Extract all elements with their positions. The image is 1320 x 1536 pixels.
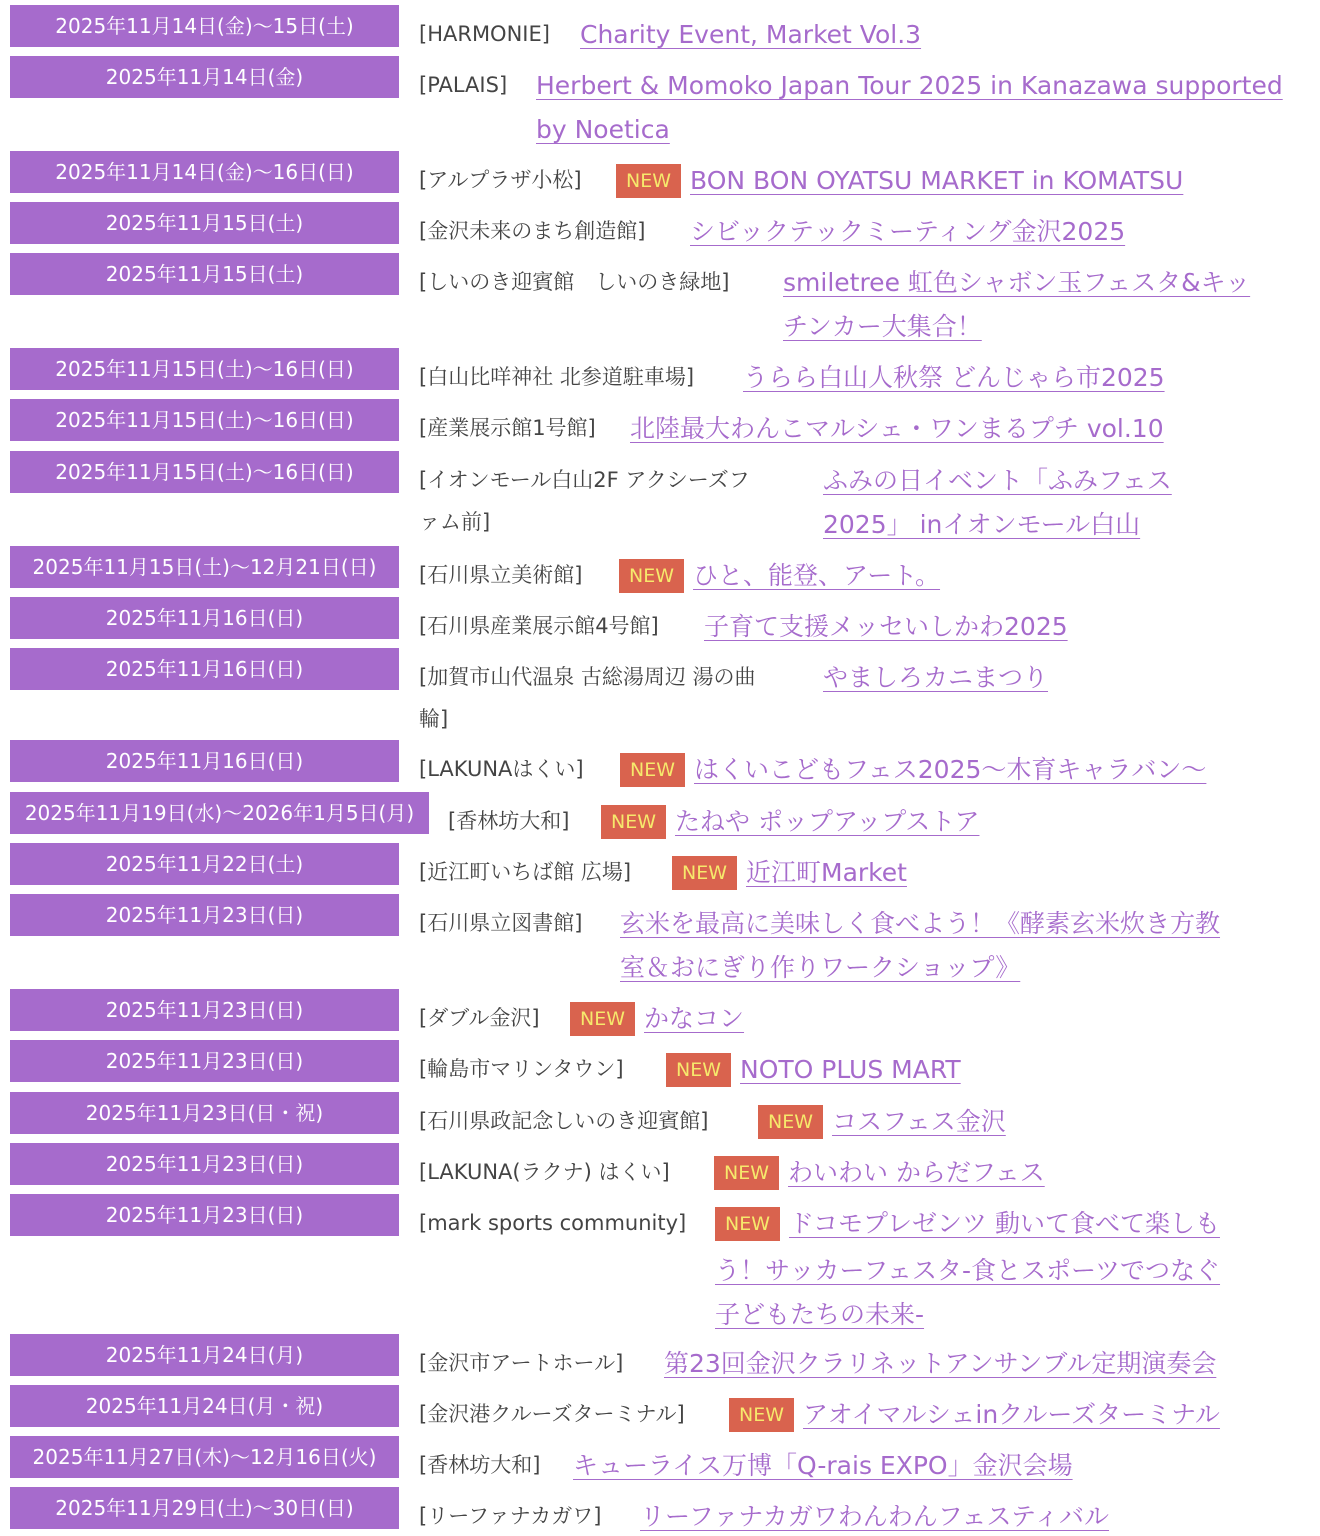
- event-date: 2025年11月23日(日): [10, 1194, 399, 1236]
- event-date: 2025年11月15日(土): [10, 253, 399, 295]
- event-venue: [石川県立美術館]: [419, 563, 583, 587]
- event-venue: [しいのき迎賓館 しいのき緑地]: [419, 270, 730, 294]
- event-title-link[interactable]: はくいこどもフェス2025〜木育キャラバン〜: [694, 755, 1207, 784]
- event-title-link[interactable]: やましろカニまつり: [823, 663, 1049, 692]
- event-title-wrap: [666, 1048, 961, 1095]
- new-badge: NEW: [666, 1053, 731, 1087]
- event-title-wrap: [783, 261, 1250, 349]
- event-date: 2025年11月23日(日): [10, 1143, 399, 1185]
- event-title-wrap: [620, 748, 1206, 795]
- new-badge: NEW: [620, 753, 685, 787]
- event-title-wrap: [743, 356, 1165, 403]
- event-venue: [石川県政記念しいのき迎賓館]: [419, 1109, 709, 1133]
- event-title-wrap: [729, 1393, 1220, 1440]
- new-badge: NEW: [616, 164, 681, 198]
- event-date: 2025年11月23日(日): [10, 989, 399, 1031]
- event-title-link[interactable]: ふみの日イベント「ふみフェス: [823, 466, 1172, 495]
- event-venue: [香林坊大和]: [448, 809, 570, 833]
- new-badge: NEW: [715, 1207, 780, 1241]
- event-title-link[interactable]: かなコン: [644, 1004, 745, 1033]
- event-venue: [金沢市アートホール]: [419, 1351, 624, 1375]
- event-title-link-cont[interactable]: by Noetica: [536, 115, 670, 144]
- event-date: 2025年11月24日(月・祝): [10, 1385, 399, 1427]
- event-date: 2025年11月24日(月): [10, 1334, 399, 1376]
- event-title-link[interactable]: 近江町Market: [746, 858, 907, 887]
- event-title-link[interactable]: シビックテックミーティング金沢2025: [690, 217, 1126, 246]
- event-date: 2025年11月14日(金)〜16日(日): [10, 151, 399, 193]
- event-title-wrap: [672, 851, 907, 898]
- event-venue: [金沢港クルーズターミナル]: [419, 1402, 685, 1426]
- event-title-link[interactable]: 玄米を最高に美味しく食べよう！《酵素玄米炊き方教: [620, 909, 1221, 938]
- event-title-link[interactable]: うらら白山人秋祭 どんじゃら市2025: [743, 363, 1165, 392]
- event-venue: [近江町いちば館 広場]: [419, 860, 632, 884]
- event-date: 2025年11月19日(水)〜2026年1月5日(月): [10, 792, 429, 834]
- event-title-wrap: [664, 1342, 1216, 1389]
- event-venue: [LAKUNA(ラクナ) はくい]: [419, 1160, 670, 1184]
- event-title-wrap: [715, 1202, 1220, 1337]
- event-venue: [石川県立図書館]: [419, 911, 583, 935]
- event-date: 2025年11月14日(金): [10, 56, 399, 98]
- event-title-link-cont[interactable]: う！サッカーフェスタ-食とスポーツでつなぐ: [715, 1256, 1221, 1285]
- event-title-link[interactable]: NOTO PLUS MART: [740, 1055, 961, 1084]
- event-venue: [HARMONIE]: [419, 22, 550, 46]
- event-venue-line: [イオンモール白山2F アクシーズフ: [419, 468, 750, 492]
- event-title-wrap: [601, 800, 979, 847]
- event-title-wrap: [536, 64, 1283, 152]
- event-title-link[interactable]: ひと、能登、アート。: [693, 561, 941, 590]
- event-date: 2025年11月27日(木)〜12月16日(火): [10, 1436, 399, 1478]
- event-title-link[interactable]: 北陸最大わんこマルシェ・ワンまるプチ vol.10: [630, 414, 1164, 443]
- event-venue: [金沢未来のまち創造館]: [419, 219, 646, 243]
- event-date: 2025年11月15日(土): [10, 202, 399, 244]
- event-date: 2025年11月16日(日): [10, 597, 399, 639]
- event-title-wrap: [704, 605, 1068, 652]
- event-venue: [mark sports community]: [419, 1211, 687, 1235]
- event-venue: [リーファナカガワ]: [419, 1504, 602, 1528]
- event-date: 2025年11月15日(土)〜16日(日): [10, 399, 399, 441]
- event-date: 2025年11月15日(土)〜12月21日(日): [10, 546, 399, 588]
- event-title-wrap: [573, 1444, 1073, 1491]
- event-date: 2025年11月23日(日): [10, 1040, 399, 1082]
- event-title-link[interactable]: たねや ポップアップストア: [675, 807, 980, 836]
- event-venue: [419, 459, 750, 543]
- event-title-wrap: [570, 997, 744, 1044]
- event-date: 2025年11月15日(土)〜16日(日): [10, 348, 399, 390]
- event-venue: [PALAIS]: [419, 73, 508, 97]
- event-venue: [産業展示館1号館]: [419, 416, 596, 440]
- event-title-link[interactable]: リーファナカガワわんわんフェスティバル: [640, 1502, 1110, 1531]
- event-venue: [LAKUNAはくい]: [419, 757, 584, 781]
- event-title-wrap: [640, 1495, 1109, 1536]
- event-title-link[interactable]: コスフェス金沢: [832, 1107, 1006, 1136]
- event-title-wrap: [619, 554, 940, 601]
- new-badge: NEW: [758, 1105, 823, 1139]
- event-title-link[interactable]: Herbert & Momoko Japan Tour 2025 in Kanazawa supported: [536, 71, 1283, 100]
- event-venue: [香林坊大和]: [419, 1453, 541, 1477]
- event-title-wrap: [758, 1100, 1006, 1147]
- event-title-link[interactable]: わいわい からだフェス: [788, 1158, 1045, 1187]
- event-date: 2025年11月29日(土)〜30日(日): [10, 1487, 399, 1529]
- new-badge: NEW: [570, 1002, 635, 1036]
- event-title-wrap: [714, 1151, 1045, 1198]
- event-title-link[interactable]: Charity Event, Market Vol.3: [580, 20, 922, 49]
- event-date: 2025年11月22日(土): [10, 843, 399, 885]
- event-date: 2025年11月16日(日): [10, 740, 399, 782]
- new-badge: NEW: [714, 1156, 779, 1190]
- event-title-link[interactable]: smiletree 虹色シャボン玉フェスタ&キッ: [783, 268, 1251, 297]
- event-date: 2025年11月15日(土)〜16日(日): [10, 451, 399, 493]
- new-badge: NEW: [729, 1398, 794, 1432]
- event-title-link[interactable]: 第23回金沢クラリネットアンサンブル定期演奏会: [664, 1349, 1217, 1378]
- event-venue: [アルプラザ小松]: [419, 168, 582, 192]
- new-badge: NEW: [601, 805, 666, 839]
- event-title-wrap: [630, 407, 1164, 454]
- event-title-link-cont[interactable]: チンカー大集合！: [783, 312, 982, 341]
- event-title-wrap: [690, 210, 1125, 257]
- event-venue: [輪島市マリンタウン]: [419, 1057, 624, 1081]
- event-venue: [419, 656, 756, 740]
- event-title-link-cont[interactable]: 子どもたちの未来-: [715, 1300, 925, 1329]
- event-date: 2025年11月16日(日): [10, 648, 399, 690]
- new-badge: NEW: [619, 559, 684, 593]
- event-title-link[interactable]: アオイマルシェinクルーズターミナル: [803, 1400, 1220, 1429]
- event-venue-line: [加賀市山代温泉 古総湯周辺 湯の曲: [419, 665, 756, 689]
- event-title-link[interactable]: キューライス万博「Q-rais EXPO」金沢会場: [573, 1451, 1073, 1480]
- event-venue: [石川県産業展示館4号館]: [419, 614, 659, 638]
- event-title-line: [715, 1202, 1220, 1249]
- event-venue: [白山比咩神社 北参道駐車場]: [419, 365, 695, 389]
- event-title-wrap: [823, 459, 1172, 547]
- event-venue: [ダブル金沢]: [419, 1006, 540, 1030]
- event-title-link-cont[interactable]: 室＆おにぎり作りワークショップ》: [620, 953, 1021, 982]
- event-date: 2025年11月14日(金)〜15日(土): [10, 5, 399, 47]
- event-venue-line: ァム前]: [419, 510, 491, 534]
- event-title-wrap: [823, 656, 1048, 703]
- event-title-link[interactable]: BON BON OYATSU MARKET in KOMATSU: [690, 166, 1184, 195]
- new-badge: NEW: [672, 856, 737, 890]
- event-title-link[interactable]: ドコモプレゼンツ 動いて食べて楽しも: [789, 1209, 1220, 1238]
- event-title-wrap: [620, 902, 1220, 990]
- event-title-link-cont[interactable]: 2025」 inイオンモール白山: [823, 510, 1141, 539]
- event-title-link[interactable]: 子育て支援メッセいしかわ2025: [704, 612, 1068, 641]
- event-title-wrap: [580, 13, 921, 60]
- event-date: 2025年11月23日(日): [10, 894, 399, 936]
- event-venue-line: 輪]: [419, 707, 449, 731]
- event-title-wrap: [616, 159, 1183, 206]
- event-date: 2025年11月23日(日・祝): [10, 1092, 399, 1134]
